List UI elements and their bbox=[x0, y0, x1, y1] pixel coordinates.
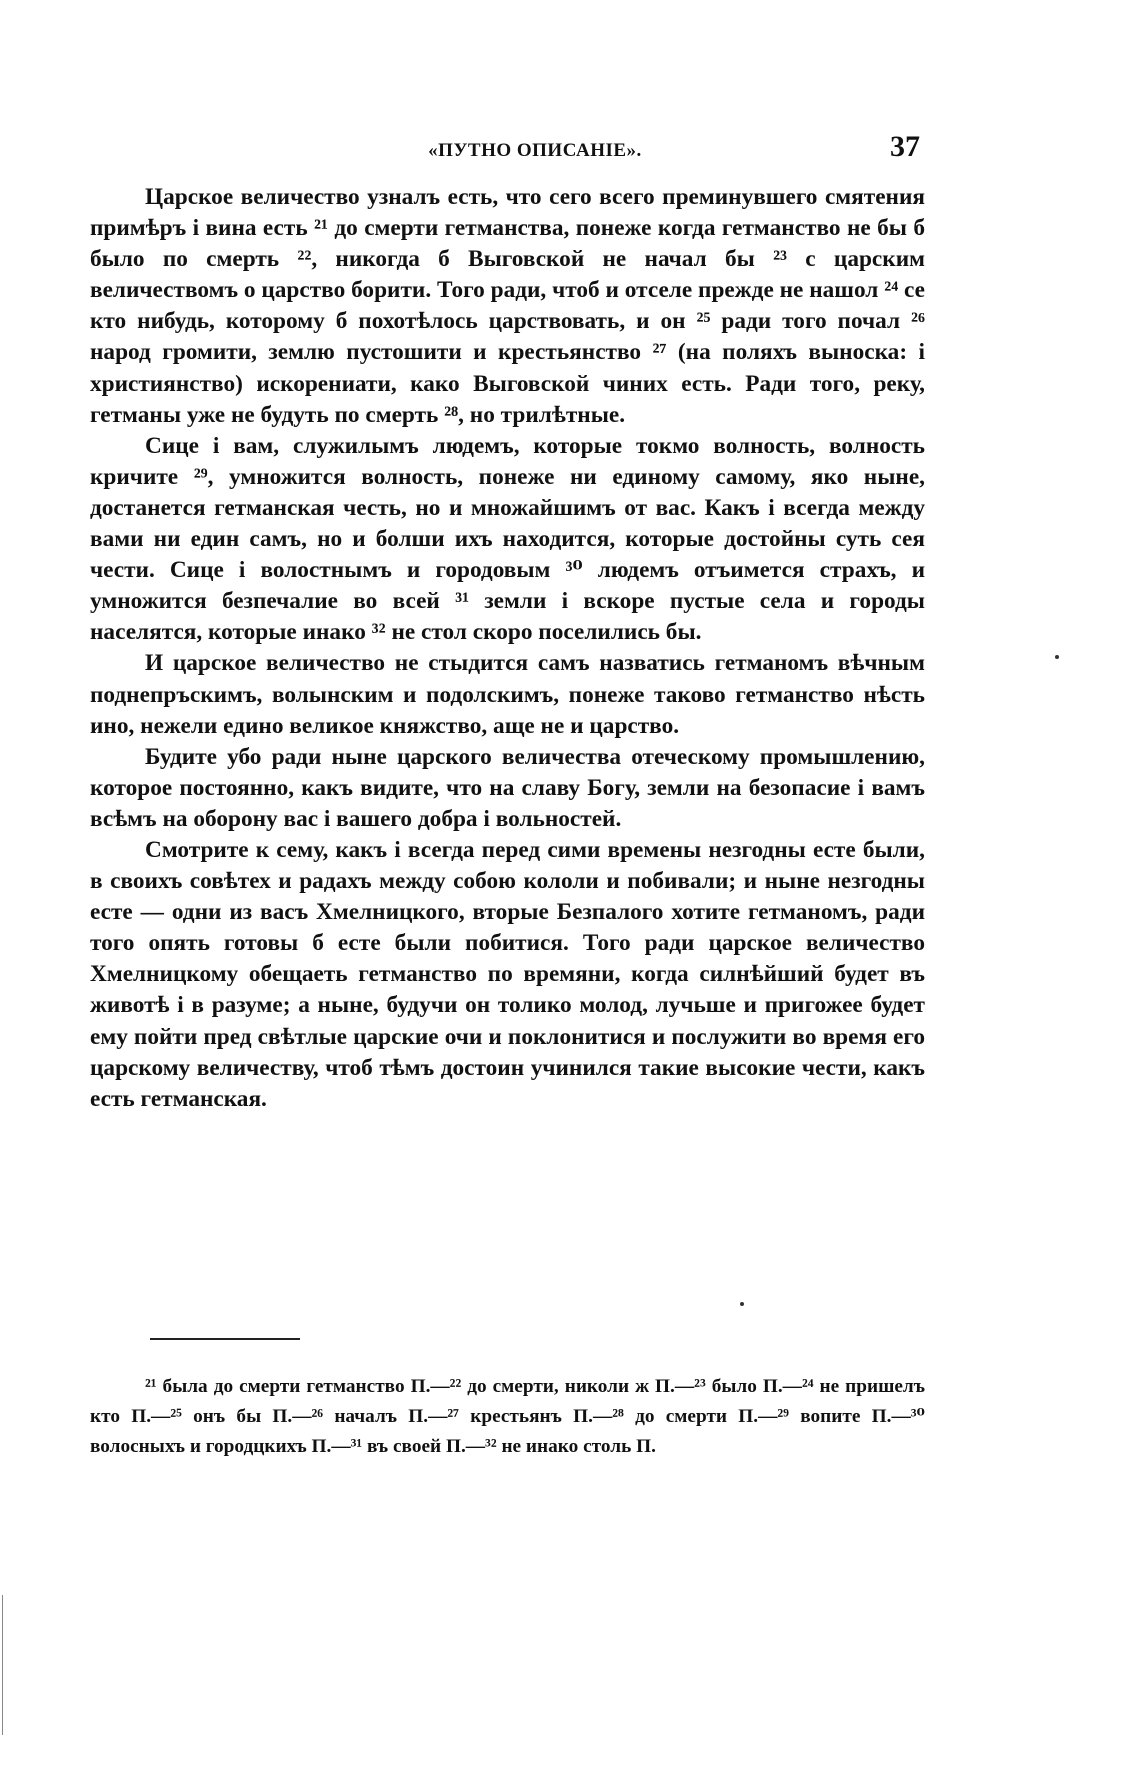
scan-speck bbox=[1055, 655, 1059, 659]
paragraph: Смотрите к сему, какъ і всегда перед сими времены незгодны есте были, в своихъ совѣтех и радахъ между собою кололи и побивали; и ныне незгодны есте — одни из васъ Хмелницкого, вторые Безпалого хотите гетманомъ, ради того опять готовы б есте были побитися. Того ради царское величество Хмелницкому обещаеть гетманство по времяни, когда силнѣйший будет въ животѣ і в разуме; а ныне, будучи он толико молод, лучьше и пригожее будет ему пойти пред свѣтлые царские очи и поклонитися и послужити во время его царскому величеству, чтоб тѣмъ достоин учинился такие высокие чести, какъ есть гетманская. bbox=[90, 836, 925, 1112]
scan-edge-line bbox=[2, 1595, 3, 1735]
main-text bbox=[90, 182, 925, 1115]
footnotes: ²¹ была до смерти гетманство П.—²² до смерти, николи ж П.—²³ было П.—²⁴ не пришелъ кто П.—²⁵ онъ бы П.—²⁶ началъ П.—²⁷ крестьянъ П.—²⁸ до смерти П.—²⁹ вопите П.—³⁰ волосныхъ и городцкихъ П.—³¹ въ своей П.—³² не инако столь П. bbox=[90, 1376, 925, 1457]
paragraph: Царское величество узналъ есть, что сего всего преминувшего смятения примѣръ і вина есть ²¹ до смерти гетманства, понеже когда гетманство не бы б было по смерть ²², никогда б Выговской не начал бы ²³ с царским величествомъ о царство борити. Того ради, чтоб и отселе прежде не нашол ²⁴ се кто нибудь, которому б похотѣлось царствовать, и он ²⁵ ради того почал ²⁶ народ громити, землю пустошити и крестьянство ²⁷ (на поляхъ выноска: і християнство) искорениати, како Выговской чиних есть. Ради того, реку, гетманы уже не будуть по смерть ²⁸, но трилѣтные. bbox=[90, 184, 925, 428]
paragraph: И царское величество не стыдится самъ назватись гетманомъ вѣчным поднепръскимъ, волынским и подолскимъ, понеже таково гетманство нѣсть ино, нежели едино великое княжство, аще не и царство. bbox=[90, 650, 925, 739]
footnote-separator bbox=[150, 1338, 300, 1340]
running-title: «ПУТНО ОПИСАНІЕ». bbox=[428, 140, 642, 161]
paragraph: Будите убо ради ныне царского величества отеческому промышлению, которое постоянно, какъ видите, что на славу Богу, земли на безопасие і вамъ всѣмъ на оборону вас і вашего добра і вольностей. bbox=[90, 743, 925, 832]
page-header bbox=[150, 128, 920, 168]
scan-speck bbox=[740, 1302, 744, 1306]
paragraph: Сице і вам, служилымъ людемъ, которые токмо волность, волность кричите ²⁹, умножится волность, понеже ни единому самому, яко ныне, достанется гетманская честь, но и множайшимъ от вас. Какъ і всегда между вами ни един самъ, но и болши ихъ находится, которые достойны суть сея чести. Сице і волостнымъ и городовым ³⁰ людемъ отъимется страхъ, и умножится безпечалие во всей ³¹ земли і вскоре пустые села и городы населятся, которые инако ³² не стол скоро поселились бы. bbox=[90, 432, 925, 646]
page-number: 37 bbox=[890, 130, 920, 163]
